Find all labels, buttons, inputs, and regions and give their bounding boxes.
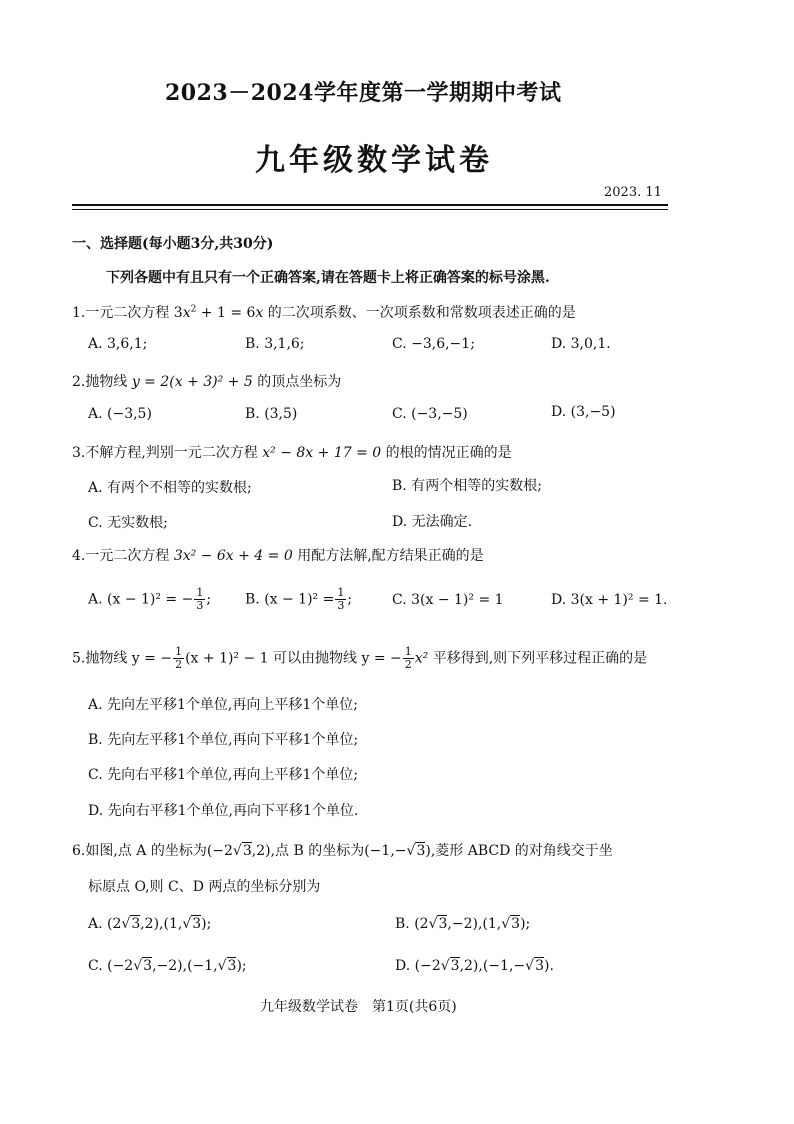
q6-a-part3: );: [201, 916, 212, 932]
q1-post: 的二次项系数、一次项系数和常数项表述正确的是: [263, 305, 576, 321]
q6-a-part1: A. (2: [88, 916, 122, 932]
sqrt-symbol: √: [232, 843, 242, 859]
question-6-line2: 标原点 O,则 C、D 两点的坐标分别为: [88, 879, 321, 895]
question-1: 1.一元二次方程 $3x^2 + 1 = 6x$ 的二次项系数、一次项系数和常数项表述正确的是: [72, 304, 576, 321]
sqrt-radicand: 3: [227, 958, 237, 974]
q5-mid1: (x + 1)² − 1 可以由抛物线 y = −: [185, 650, 402, 667]
sqrt-symbol: √: [406, 843, 416, 859]
q3-option-c: C. 无实数根;: [88, 515, 168, 531]
sqrt-symbol: √: [440, 958, 450, 974]
sqrt-radicand: 3: [438, 916, 448, 932]
question-5: [72, 646, 647, 671]
q3-formula: x² − 8x + 17 = 0: [262, 445, 382, 461]
q4-option-b-text: B. (x − 1)² =: [245, 591, 335, 608]
q2-pre: 2.抛物线: [72, 374, 132, 390]
question-4: [72, 545, 484, 565]
q4-option-b: B. (x − 1)² = $\frac{1}{3}$ ;: [245, 586, 353, 612]
q4-option-a-text: A. (x − 1)² = −: [88, 591, 194, 608]
q6-a-part2: ,2),(1,: [140, 916, 183, 932]
sqrt-symbol: √: [428, 916, 438, 932]
section-instruction: 下列各题中有且只有一个正确答案,请在答题卡上将正确答案的标号涂黑.: [106, 270, 550, 286]
q6-b-part1: B. (2: [395, 916, 429, 932]
sqrt-symbol: √: [133, 958, 143, 974]
q5-option-a: A. 先向左平移1个单位,再向上平移1个单位;: [88, 697, 358, 713]
q5-option-c: C. 先向右平移1个单位,再向上平移1个单位;: [88, 767, 359, 783]
q5-fraction-2: $\frac{1}{2}$: [404, 645, 412, 671]
q6-option-c: [88, 958, 247, 974]
q6-d-part3: ).: [543, 958, 554, 974]
q6-option-a: [88, 916, 211, 932]
sqrt-radicand: 3: [242, 843, 252, 859]
q4-a-fraction: $\frac{1}{3}$: [196, 586, 204, 612]
sqrt-radicand: 3: [450, 958, 460, 974]
q1-option-d: D. 3,0,1.: [551, 336, 611, 352]
q1-option-b: B. 3,1,6;: [245, 336, 305, 352]
header-rule-thick: [72, 204, 668, 206]
q6-line1-a: 6.如图,点 A 的坐标为(−2: [72, 843, 233, 859]
q3-option-a: A. 有两个不相等的实数根;: [88, 480, 252, 496]
q4-post: 用配方法解,配方结果正确的是: [292, 548, 484, 564]
section-heading: 一、选择题(每小题3分,共30分): [72, 236, 274, 252]
q3-post: 的根的情况正确的是: [381, 445, 512, 461]
q6-c-part3: );: [236, 958, 247, 974]
q4-pre: 4.一元二次方程: [72, 548, 174, 564]
q6-c-part1: C. (−2: [88, 958, 134, 974]
exam-date: 2023. 11: [604, 185, 662, 200]
q4-option-d: D. 3(x + 1)² = 1.: [551, 592, 668, 608]
q2-option-d: D. (3,−5): [551, 404, 616, 420]
q5-post: 平移得到,则下列平移过程正确的是: [428, 650, 648, 667]
sqrt-symbol: √: [182, 916, 192, 932]
q5-mid2: x²: [414, 650, 429, 667]
q6-line1-b: ,2),点 B 的坐标为(−1,−: [251, 843, 407, 859]
q6-d-part2: ,2),(−1,−: [459, 958, 526, 974]
q3-option-b: B. 有两个相等的实数根;: [392, 478, 542, 494]
sqrt-radicand: 3: [416, 843, 426, 859]
q6-option-b: [395, 916, 530, 932]
sqrt-symbol: √: [217, 958, 227, 974]
question-2: [72, 371, 341, 391]
q2-formula: y = 2(x + 3)² + 5: [131, 374, 253, 390]
q6-option-d: [395, 958, 554, 974]
sqrt-radicand: 3: [535, 958, 544, 974]
q6-b-part2: ,−2),(1,: [447, 916, 502, 932]
sqrt-symbol: √: [121, 916, 131, 932]
q6-d-part1: D. (−2: [395, 958, 441, 974]
sqrt-radicand: 3: [511, 916, 521, 932]
q2-option-a: A. (−3,5): [88, 406, 152, 422]
q3-pre: 3.不解方程,判别一元二次方程: [72, 445, 263, 461]
exam-title-line2: 九年级数学试卷: [255, 143, 493, 178]
sqrt-radicand: 3: [143, 958, 153, 974]
q6-b-part3: );: [520, 916, 531, 932]
sqrt-symbol: √: [501, 916, 511, 932]
q5-option-d: D. 先向右平移1个单位,再向下平移1个单位.: [88, 803, 359, 819]
q1-mid: + 1 = 6: [196, 305, 256, 321]
sqrt-radicand: 3: [131, 916, 141, 932]
q5-pre: 5.抛物线 y = −: [72, 650, 173, 667]
question-3: [72, 442, 512, 462]
q1-pre: 1.一元二次方程 3: [72, 305, 183, 321]
q2-post: 的顶点坐标为: [252, 374, 342, 390]
sqrt-radicand: 3: [192, 916, 202, 932]
header-rule-thin: [72, 209, 668, 210]
q3-option-d: D. 无法确定.: [392, 514, 473, 530]
q6-line1-c: ),菱形 ABCD 的对角线交于坐: [425, 843, 613, 859]
q1-option-a: A. 3,6,1;: [88, 336, 148, 352]
question-6-line1: [72, 840, 613, 860]
exam-title-line1: 2023－2024学年度第一学期期中考试: [165, 80, 562, 106]
q6-c-part2: ,−2),(−1,: [152, 958, 218, 974]
q1-option-c: C. −3,6,−1;: [392, 336, 475, 352]
q4-option-a: A. (x − 1)² = − $\frac{1}{3}$ ;: [88, 586, 212, 612]
sqrt-symbol: √: [525, 958, 535, 974]
q2-option-b: B. (3,5): [245, 406, 298, 422]
q4-formula: 3x² − 6x + 4 = 0: [173, 548, 293, 564]
q5-option-b: B. 先向左平移1个单位,再向下平移1个单位;: [88, 732, 359, 748]
q2-option-c: C. (−3,−5): [392, 406, 468, 422]
q4-option-c: C. 3(x − 1)² = 1: [392, 592, 504, 608]
q5-fraction-1: $\frac{1}{2}$: [175, 645, 183, 671]
q4-b-fraction: $\frac{1}{3}$: [337, 586, 345, 612]
page-footer: 九年级数学试卷 第1页(共6页): [260, 999, 457, 1015]
